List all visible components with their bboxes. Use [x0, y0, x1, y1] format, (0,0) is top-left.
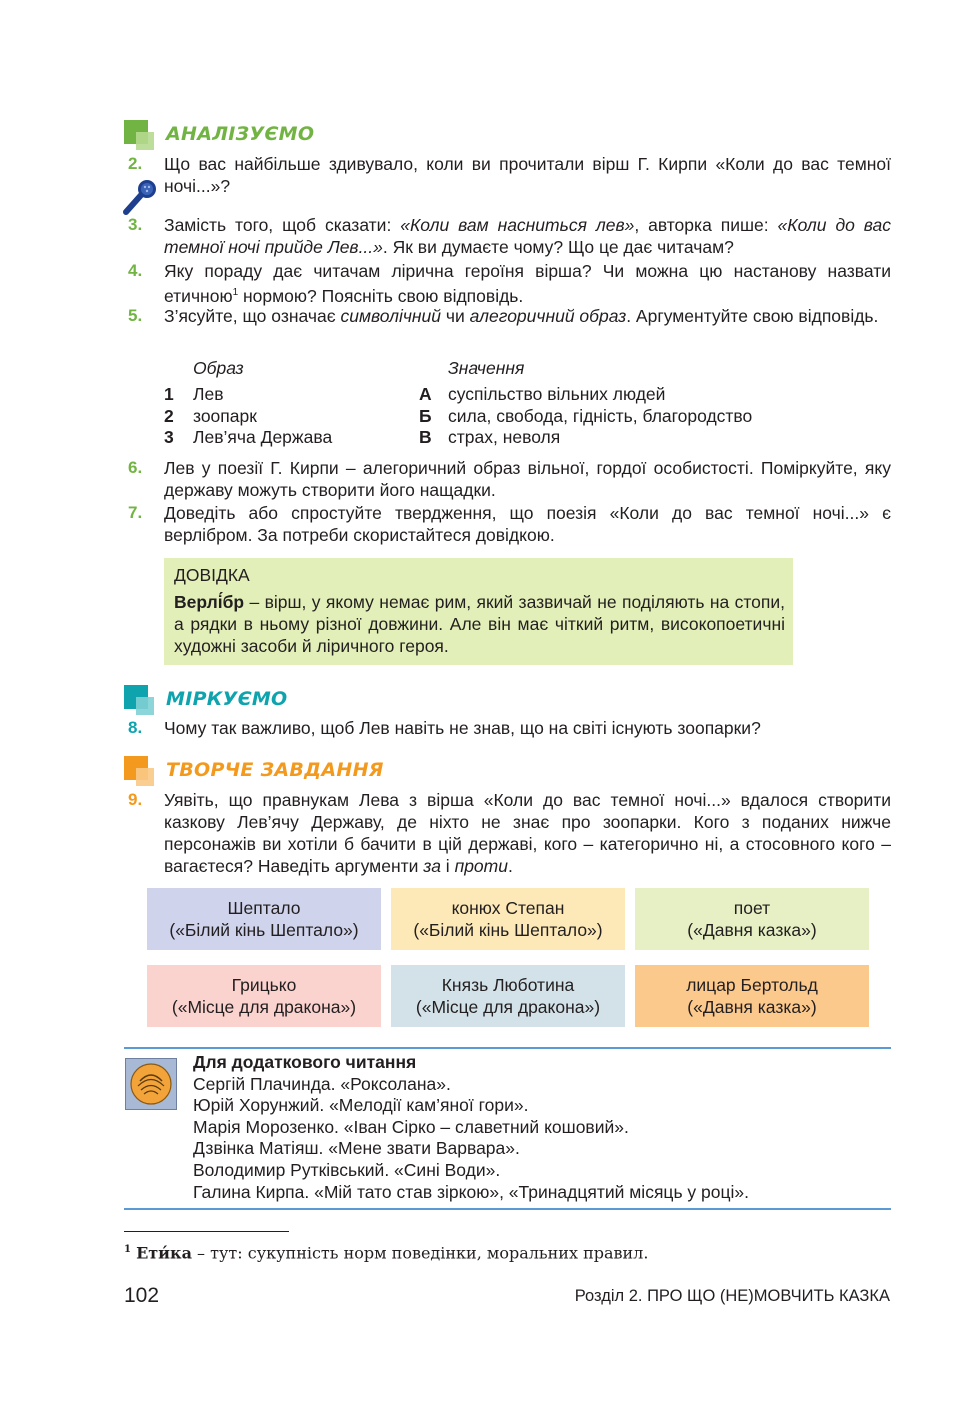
question-number: 9. [128, 790, 143, 809]
matching-left-item: зоопарк [193, 406, 257, 426]
extra-reading-item: Сергій Плачинда. «Роксолана». [193, 1074, 451, 1094]
matching-right-header: Значення [448, 358, 525, 378]
matching-right-item: сила, свобода, гідність, благородство [448, 406, 753, 426]
question-number: 6. [128, 458, 143, 477]
matching-left-header: Образ [193, 358, 244, 378]
question-number: 4. [128, 261, 143, 280]
microphone-icon [118, 176, 160, 218]
footnote-term: Ети́ка [136, 1243, 192, 1263]
character-card: конюх Степан («Білий кінь Шептало») [391, 888, 625, 950]
creative-section-marker-shadow [136, 768, 154, 786]
question-number: 2. [128, 154, 143, 173]
chapter-title: Розділ 2. ПРО ЩО (НЕ)МОВЧИТЬ КАЗКА [574, 1287, 890, 1305]
question-number: 3. [128, 215, 143, 234]
extra-reading-item: Володимир Рутківський. «Сині Води». [193, 1160, 501, 1180]
footnote-rule [124, 1231, 289, 1232]
extra-reading-title: Для додаткового читання [193, 1052, 417, 1072]
matching-left-item: Лев [193, 384, 224, 404]
extra-reading-top-rule [124, 1047, 891, 1049]
book-icon [125, 1058, 177, 1110]
extra-reading-item: Галина Кирпа. «Мій тато став зіркою», «Тринадцятий місяць у році». [193, 1182, 750, 1202]
analyze-section-marker-shadow [136, 132, 154, 150]
character-card: Князь Люботина («Місце для дракона») [391, 965, 625, 1027]
question-number: 8. [128, 718, 143, 737]
question-2: Що вас найбільше здивувало, коли ви прочитали вірш Г. Кирпи «Коли до вас темної ночі...»? [164, 154, 891, 196]
reference-title: ДОВІДКА [174, 565, 250, 585]
question-9: Уявіть, що правнукам Лева з вірша «Коли до вас темної ночі...» вдалося створити казкову Лев’ячу Державу, де ніхто не знає про зоопарки. Кого з поданих нижче персонажів ви хотіли б бачити в цій державі, кого – категорично ні, а стосовного кого – вагаєтеся? Наведіть аргументи за і проти. [164, 790, 891, 876]
think-section-marker-shadow [136, 697, 154, 715]
footnote-ref: 1 [232, 287, 239, 298]
character-card: поет («Давня казка») [635, 888, 869, 950]
character-card: лицар Бертольд («Давня казка») [635, 965, 869, 1027]
matching-right-letter: В [419, 427, 432, 447]
matching-left-item: Лев’яча Держава [193, 427, 333, 447]
character-card: Шептало («Білий кінь Шептало») [147, 888, 381, 950]
matching-left-num: 2 [164, 406, 174, 426]
section-title-think: МІРКУЄМО [166, 688, 288, 710]
extra-reading-item: Дзвінка Матіяш. «Мене звати Варвара». [193, 1138, 520, 1158]
question-number: 7. [128, 503, 143, 522]
question-4: Яку пораду дає читачам лірична героїня вірша? Чи можна цю настанову назвати етичною$^1$ нормою? Поясніть свою відповідь. [164, 261, 891, 306]
question-7: Доведіть або спростуйте твердження, що поезія «Коли до вас темної ночі...» є верлібром. За потреби скористайтеся довідкою. [164, 503, 891, 545]
extra-reading-item: Марія Морозенко. «Іван Сірко – славетний кошовий». [193, 1117, 629, 1137]
extra-reading-item: Юрій Хорунжий. «Мелодії кам’яної гори». [193, 1095, 529, 1115]
footnote: $^1$ Ети́ка – тут: сукупність норм поведінки, моральних правил. [124, 1243, 649, 1263]
matching-left-num: 3 [164, 427, 174, 447]
question-number: 5. [128, 306, 143, 325]
matching-right-letter: Б [419, 406, 432, 426]
matching-left-num: 1 [164, 384, 174, 404]
question-5: З’ясуйте, що означає символічний чи алегоричний образ. Аргументуйте свою відповідь. [164, 306, 879, 326]
character-card: Грицько («Місце для дракона») [147, 965, 381, 1027]
matching-right-item: страх, неволя [448, 427, 561, 447]
question-3: Замість того, щоб сказати: «Коли вам насниться лев», авторка пише: «Коли до вас темної ночі прийде Лев...». Як ви думаєте чому? Що це дає читачам? [164, 215, 892, 257]
reference-text: Верлі́бр – вірш, у якому немає рим, який зазвичай не поділяють на стопи, а рядки в ньому різної довжини. Але він має чіткий ритм, високопоетичні художні засоби й ліричного героя. [174, 592, 785, 656]
question-8: Чому так важливо, щоб Лев навіть не знав, що на світі існують зоопарки? [164, 718, 761, 738]
reference-term: Верлі́бр [174, 592, 245, 612]
matching-right-item: суспільство вільних людей [448, 384, 666, 404]
section-title-analyze: АНАЛІЗУЄМО [166, 123, 315, 145]
question-6: Лев у поезії Г. Кирпи – алегоричний образ вільної, гордої особистості. Поміркуйте, яку державу можуть створити його нащадки. [164, 458, 891, 500]
extra-reading-bottom-rule [124, 1208, 891, 1210]
matching-right-letter: А [419, 384, 432, 404]
page-number: 102 [124, 1284, 160, 1307]
section-title-creative: ТВОРЧЕ ЗАВДАННЯ [166, 759, 384, 781]
